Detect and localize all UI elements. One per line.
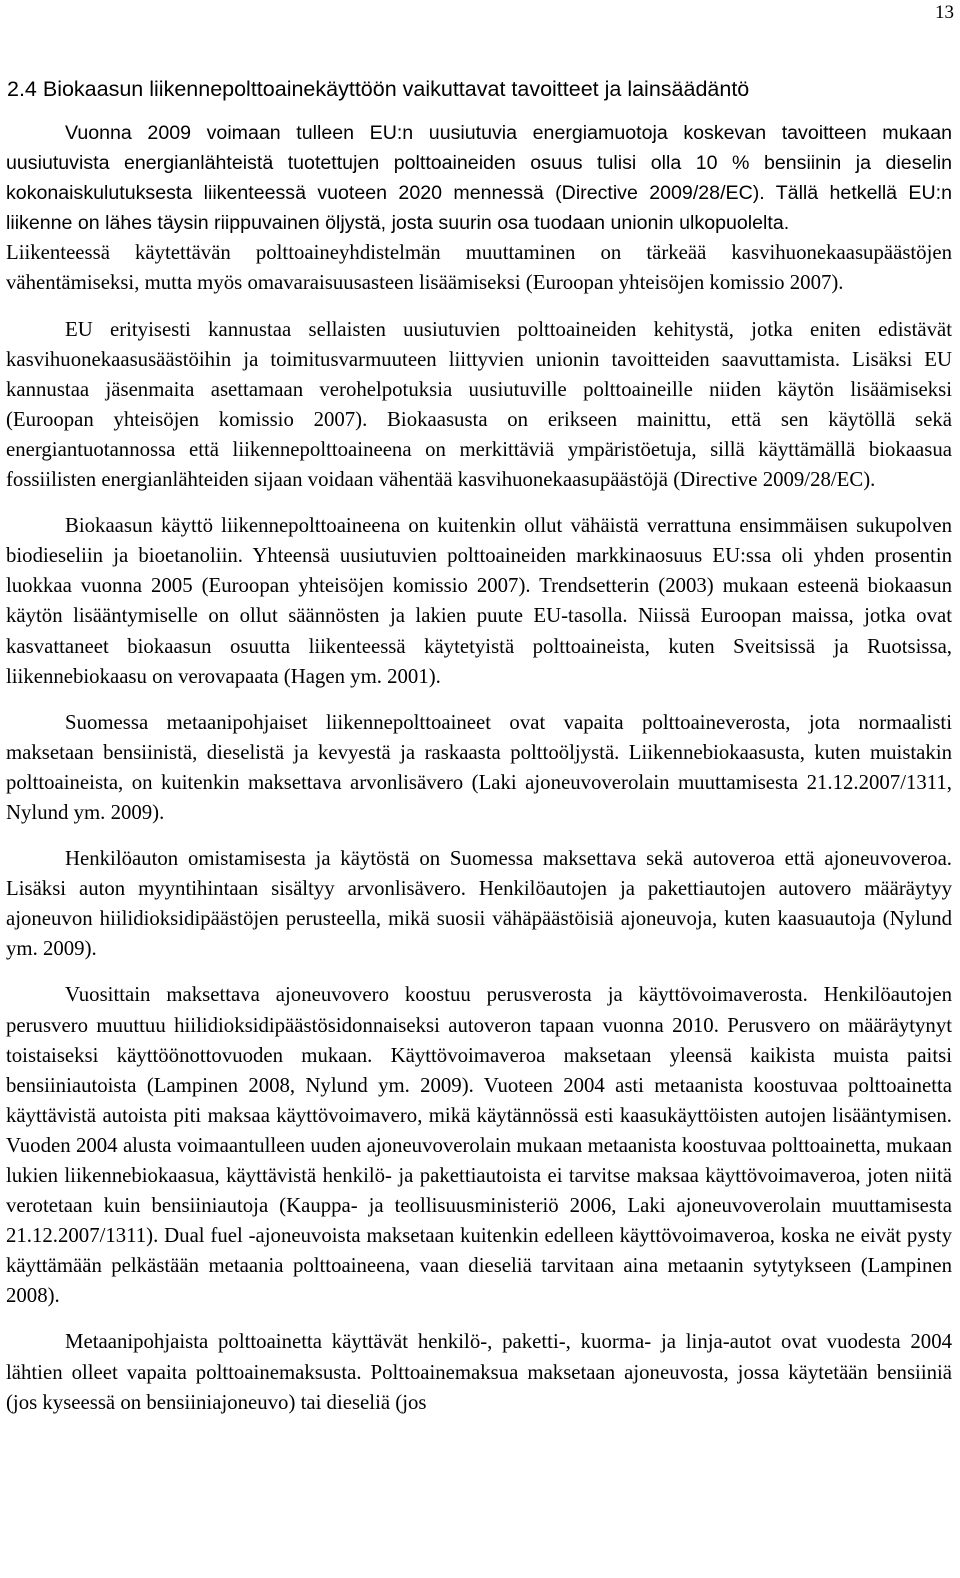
section-heading: 2.4 Biokaasun liikennepolttoainekäyttöön vaikuttavat tavoitteet ja lainsäädäntö [7, 77, 750, 101]
paragraph-fuel-fee: Metaanipohjaista polttoainetta käyttävät henkilö-, paketti-, kuorma- ja linja-autot ovat vuodesta 2004 lähtien olleet vapaita polttoainemaksusta. Polttoainemaksua maksetaan ajoneuvosta, jossa käytetään bensiiniä (jos kyseessä on bensiiniajoneuvo) tai dieseliä (jos [6, 1330, 952, 1414]
paragraph-vehicle-tax: Vuosittain maksettava ajoneuvovero koostuu perusverosta ja käyttövoimaverosta. Henkilöautojen perusvero muuttuu hiilidioksidipäästösidonnaiseksi autoveron tapaan vuonna 2010. Perusvero on määräytynyt toistaiseksi käyttöönottovuoden mukaan. Käyttövoimaveroa maksetaan yleensä kaikista muista paitsi bensiiniautoista (Lampinen 2008, Nylund ym. 2009). Vuoteen 2004 asti metaanista koostuvaa polttoainetta käyttävistä autoista piti maksaa käyttövoimavero, mikä käytännössä esti kaasukäyttöisten autojen lisääntymisen. Vuoden 2004 alusta voimaantulleen uuden ajoneuvoverolain mukaan metaanista koostuvaa polttoainetta, mukaan lukien liikennebiokaasua, käyttävistä henkilö- ja pakettiautoista ei tarvitse maksaa käyttövoimaveroa, joten niitä verotetaan kuin bensiiniautoja (Kauppa- ja teollisuusministeriö 2006, Laki ajoneuvoverolain muuttamisesta 21.12.2007/1311). Dual fuel -ajoneuvoista maksetaan kuitenkin edelleen käyttövoimaveroa, koska ne eivät pysty käyttämään pelkästään metaania polttoaineena, vaan dieseliä tarvitaan aina metaanin sytytykseen (Lampinen 2008). [6, 983, 952, 1308]
paragraph-biogas-usage: Biokaasun käyttö liikennepolttoaineena on kuitenkin ollut vähäistä verrattuna ensimmäisen sukupolven biodieseliin ja bioetanoliin. Yhteensä uusiutuvien polttoaineiden markkinaosuus EU:ssa oli yhden prosentin luokkaa vuonna 2005 (Euroopan yhteisöjen komissio 2007). Trendsetterin (2003) mukaan esteenä biokaasun käytön lisääntymiselle on ollut säännösten ja lakien puute EU-tasolla. Niissä Euroopan maissa, jotka ovat kasvattaneet biokaasun osuutta liikenteessä käytetyistä polttoaineista, kuten Sveitsissä ja Ruotsissa, liikennebiokaasu on verovapaata (Hagen ym. 2001). [6, 514, 952, 688]
page-number: 13 [935, 2, 954, 23]
body-text [6, 118, 952, 1434]
paragraph-fuel-tax-finland: Suomessa metaanipohjaiset liikennepolttoaineet ovat vapaita polttoaineverosta, jota normaalisti maksetaan bensiinistä, dieselistä ja kevyestä ja raskaasta polttoöljystä. Liikennebiokaasusta, kuten muistakin polttoaineista, on kuitenkin maksettava arvonlisävero (Laki ajoneuvoverolain muuttamisesta 21.12.2007/1311, Nylund ym. 2009). [6, 710, 952, 824]
paragraph-eu-target-lead: Vuonna 2009 voimaan tulleen EU:n uusiutuvia energiamuotoja koskevan tavoitteen mukaan uusiutuvista energianlähteistä tuotettujen polttoaineiden osuus tulisi olla 10 % bensiinin ja dieselin kokonaiskulutuksesta liikenteessä vuoteen 2020 mennessä (Directive 2009/28/EC). Tällä hetkellä EU:n liikenne on lähes täysin riippuvainen öljystä, josta suurin osa tuodaan unionin ulkopuolelta. [6, 122, 952, 235]
paragraph-eu-target-continued: Liikenteessä käytettävän polttoaineyhdistelmän muuttaminen on tärkeää kasvihuonekaasupäästöjen vähentämiseksi, mutta myös omavaraisuusasteen lisäämiseksi (Euroopan yhteisöjen komissio 2007). [6, 241, 952, 295]
paragraph-eu-incentives: EU erityisesti kannustaa sellaisten uusiutuvien polttoaineiden kehitystä, jotka eniten edistävät kasvihuonekaasusäästöihin ja toimitusvarmuuteen liittyvien unionin tavoitteiden saavuttamista. Lisäksi EU kannustaa jäsenmaita asettamaan verohelpotuksia uusiutuville polttoaineille niiden käytön lisäämiseksi (Euroopan yhteisöjen komissio 2007). Biokaasusta on erikseen mainittu, että sen käytöllä sekä energiantuotannossa että liikennepolttoaineena on merkittäviä ympäristöetuja, sillä käyttämällä biokaasua fossiilisten energianlähteiden sijaan voidaan vähentää kasvihuonekaasupäästöjä (Directive 2009/28/EC). [6, 317, 952, 492]
paragraph-car-tax: Henkilöauton omistamisesta ja käytöstä on Suomessa maksettava sekä autoveroa että ajoneuvoveroa. Lisäksi auton myyntihintaan sisältyy arvonlisävero. Henkilöautojen ja pakettiautojen autovero määräytyy ajoneuvon hiilidioksidipäästöjen perusteella, mikä suosii vähäpäästöisiä ajoneuvoja, kuten kaasuautoja (Nylund ym. 2009). [6, 847, 952, 961]
